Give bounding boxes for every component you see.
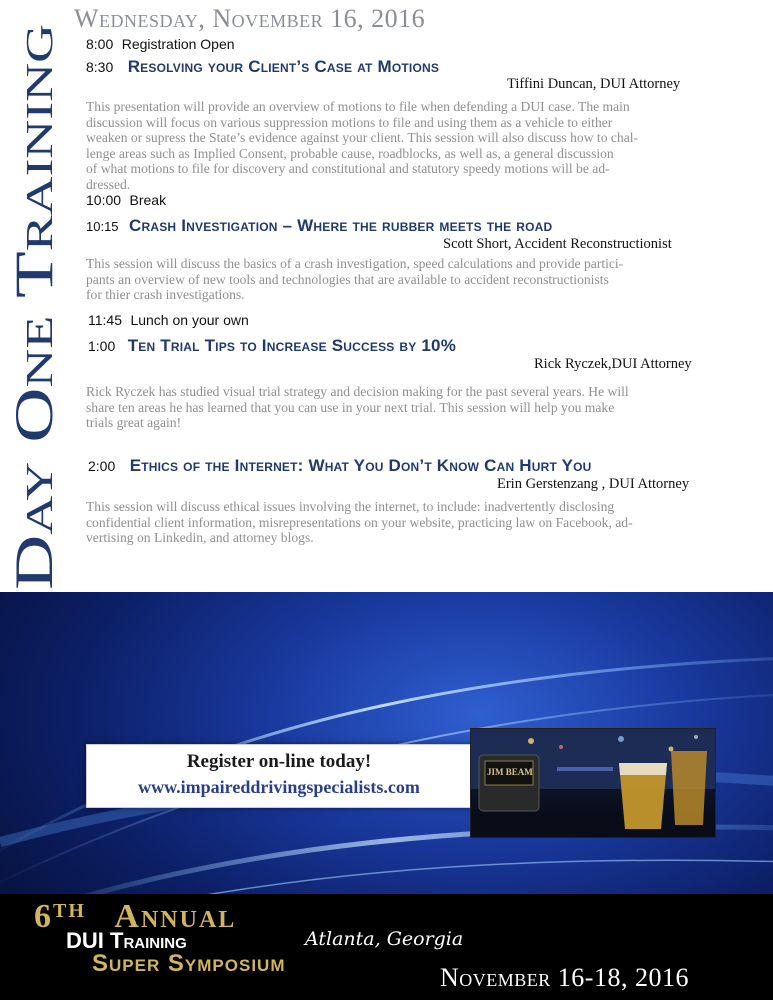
- vertical-title: [0, 16, 78, 592]
- session-2-time: 10:15: [86, 219, 119, 234]
- desc-line: for thier crash investigations.: [86, 287, 245, 303]
- bottle-label: JIM BEAM: [487, 767, 533, 777]
- break-row: [86, 192, 166, 210]
- edition-annual: Annual: [114, 898, 237, 935]
- session-1-description: [86, 99, 734, 193]
- register-url-link[interactable]: www.impaireddrivingspecialists.com: [138, 777, 420, 797]
- session-2-description: [86, 256, 734, 303]
- session-4-description: [86, 499, 734, 546]
- registration-time: 8:00: [86, 36, 114, 52]
- event-location: Atlanta, Georgia: [305, 928, 464, 950]
- desc-line: trials great again!: [86, 415, 182, 431]
- session-1-title: Resolving your Client’s Case at Motions: [127, 57, 440, 76]
- bar-photo: [470, 728, 716, 838]
- desc-line: This session will discuss ethical issues involving the internet, to include: inadvertently disclosing: [86, 499, 615, 514]
- desc-line: This presentation will provide an overview of motions to file when defending a DUI case. The main: [86, 99, 630, 114]
- desc-line: vertising on Linkedin, and attorney blogs.: [86, 530, 314, 546]
- desc-line: of what motions to file for discovery and constitutional and statutory speedy motions will be ad-: [86, 161, 610, 177]
- session-3-title: Ten Trial Tips to Increase Success by 10%: [127, 336, 457, 355]
- lunch-label: Lunch on your own: [130, 312, 249, 328]
- session-3-time: 1:00: [88, 338, 116, 354]
- vertical-title-text: Day One Training: [4, 190, 64, 590]
- event-name-subline: Super Symposium: [92, 950, 286, 977]
- session-4-speaker: Erin Gerstenzang , DUI Attorney: [497, 476, 690, 492]
- event-banner: [0, 592, 773, 1000]
- session-3-heading: [88, 336, 456, 356]
- bar-photo-graphic: [471, 729, 715, 837]
- desc-line: This session will discuss the basics of a crash investigation, speed calculations and provide partici-: [86, 256, 624, 271]
- desc-line: lenge areas such as Implied Consent, probable cause, roadblocks, as well as, a general discussion: [86, 145, 614, 161]
- desc-line: share ten areas he has learned that you can use in your next trial. This session will help you make: [86, 399, 615, 415]
- edition-number: 6: [34, 898, 53, 935]
- registration-label: Registration Open: [121, 36, 235, 52]
- desc-line: pants an overview of new tools and technologies that are available to accident reconstructionists: [86, 271, 609, 287]
- desc-line: discussion will focus on various suppression motions to file and using them as a vehicle to either: [86, 114, 613, 130]
- lunch-row: [88, 312, 249, 330]
- session-1-speaker: Tiffini Duncan, DUI Attorney: [507, 76, 681, 92]
- session-4-time: 2:00: [88, 458, 116, 474]
- edition-ordinal: TH: [53, 900, 86, 922]
- event-name-line: DUI Training: [66, 928, 187, 953]
- desc-line: Rick Ryczek has studied visual trial strategy and decision making for the past several years. He will: [86, 384, 629, 399]
- break-label: Break: [129, 192, 167, 208]
- session-2-speaker: Scott Short, Accident Reconstructionist: [443, 236, 672, 252]
- break-time: 10:00: [86, 192, 122, 208]
- session-2-title: Crash Investigation – Where the rubber meets the road: [129, 216, 553, 235]
- session-3-description: [86, 384, 734, 431]
- session-4-title: Ethics of the Internet: What You Don’t Know Can Hurt You: [129, 456, 592, 475]
- desc-line: dressed.: [86, 176, 131, 192]
- page-title: Wednesday, November 16, 2016: [74, 4, 426, 33]
- lunch-time: 11:45: [88, 312, 122, 328]
- session-4-heading: [88, 456, 592, 476]
- event-dates: November 16-18, 2016: [440, 963, 689, 992]
- registration-row: [86, 36, 235, 54]
- session-3-speaker: Rick Ryczek,DUI Attorney: [534, 356, 692, 372]
- desc-line: confidential client information, misrepresentations on your website, practicing law on Facebook, ad-: [86, 514, 633, 530]
- session-1-time: 8:30: [86, 59, 114, 75]
- session-1-heading: [86, 57, 439, 77]
- register-heading: Register on-line today!: [186, 751, 372, 772]
- session-2-heading: [86, 216, 552, 236]
- desc-line: weaken or supress the State’s evidence against your client. This session will also discuss how to chal-: [86, 130, 639, 146]
- register-box[interactable]: [86, 744, 472, 808]
